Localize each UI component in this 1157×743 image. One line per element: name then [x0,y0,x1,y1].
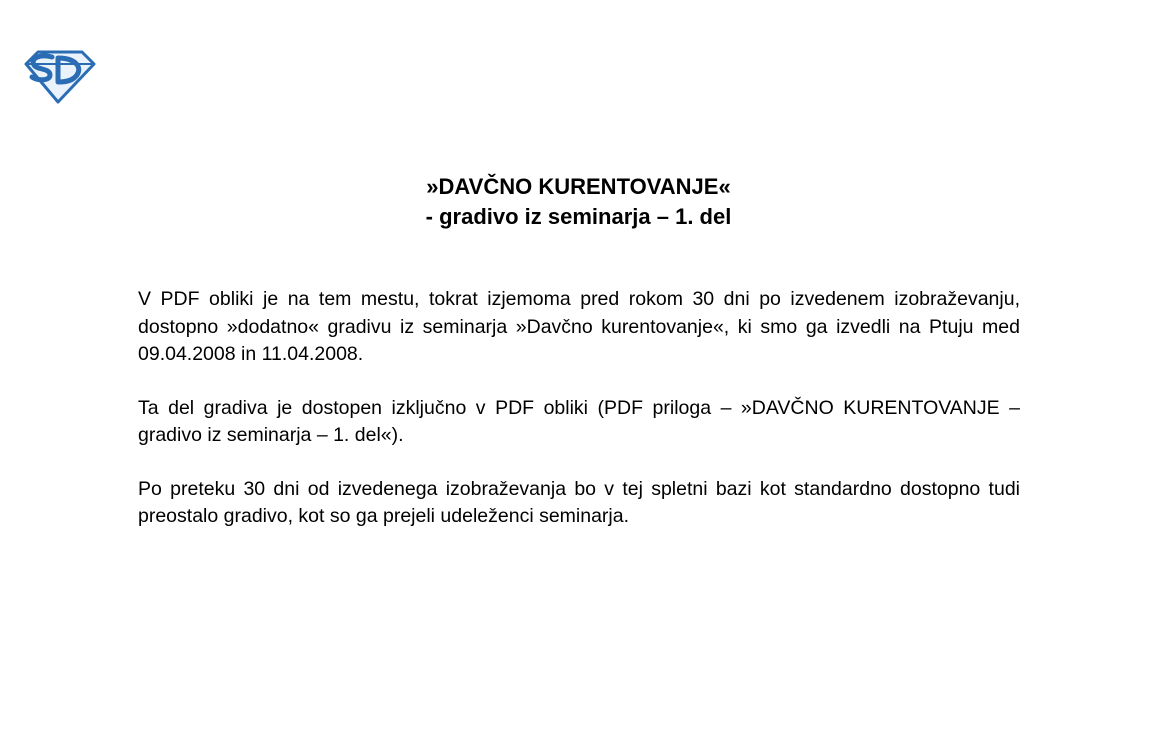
document-body [138,286,1020,557]
document-title: »DAVČNO KURENTOVANJE« [426,174,731,199]
title-block [0,172,1157,232]
sd-shield-logo-icon [22,48,96,104]
paragraph-pdf-only: Ta del gradiva je dostopen izključno v PDF obliki (PDF priloga – »DAVČNO KURENTOVANJE – gradivo iz seminarja – 1. del«). [138,396,1020,446]
paragraph-remaining-material: Po preteku 30 dni od izvedenega izobraževanja bo v tej spletni bazi kot standardno dostopno tudi preostalo gradivo, kot so ga prejeli udeleženci seminarja. [138,477,1020,527]
document-subtitle: - gradivo iz seminarja – 1. del [425,204,732,229]
paragraph-intro: V PDF obliki je na tem mestu, tokrat izjemoma pred rokom 30 dni po izvedenem izobraževanju, dostopno »dodatno« gradivu iz seminarja »Davčno kurentovanje«, ki smo ga izvedli na Ptuju med 09.04.2008 in 11.04.2008. [138,288,1020,365]
